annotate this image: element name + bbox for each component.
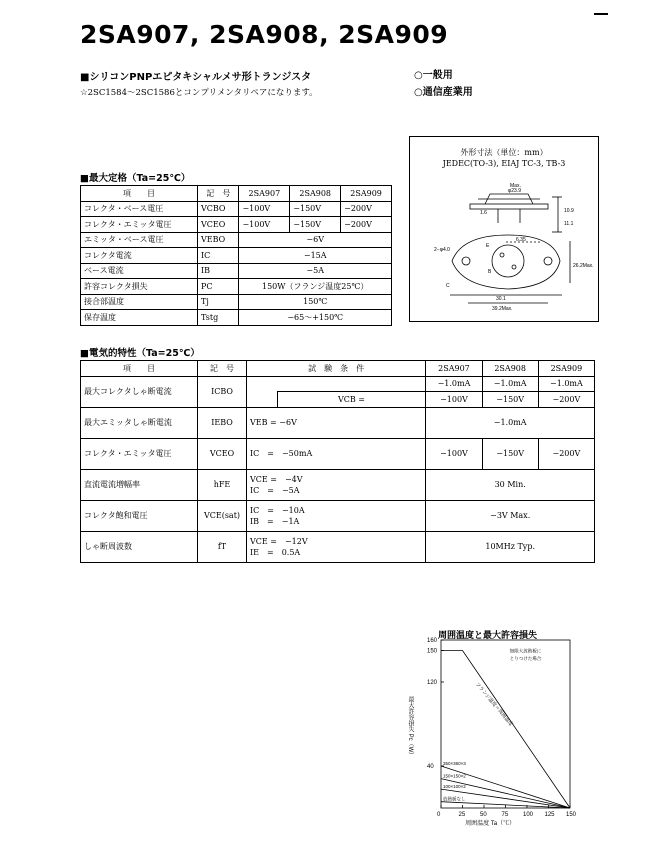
x-tick-label: 50 [480, 812, 487, 818]
symbol: Tstg [198, 310, 239, 326]
use-industrial: ○通信産業用 [414, 87, 473, 98]
pin-e-label: E [486, 243, 490, 249]
outline-package: JEDEC(TO-3), EIAJ TC-3, TB-3 [442, 159, 566, 168]
x-tick-label: 150 [566, 812, 577, 818]
dim-height2: 11.1 [564, 221, 574, 227]
outline-drawing-box [409, 136, 599, 322]
table-row [81, 201, 392, 217]
condition [247, 469, 426, 500]
dim-diameter: φ23.9 [508, 188, 521, 194]
series-label: 放熱板なし [443, 796, 466, 802]
table-row [81, 232, 392, 248]
value-908: −1.0mA [482, 376, 538, 392]
derating-chart [400, 636, 590, 836]
corner-dash [594, 13, 608, 15]
col-2sa907: 2SA907 [239, 186, 290, 202]
symbol: hFE [198, 469, 247, 500]
value-908: −150V [290, 217, 341, 233]
symbol: VCEO [198, 438, 247, 469]
symbol: IC [198, 248, 239, 264]
table-row [81, 294, 392, 310]
value-common: 10MHz Typ. [426, 531, 595, 562]
symbol: PC [198, 279, 239, 295]
value-909: −200V [538, 392, 594, 408]
max-ratings-heading: ■最大定格（Ta=25℃） [80, 173, 191, 184]
table-header-row [81, 361, 595, 377]
value-909: −200V [341, 217, 392, 233]
item: 直流電流増幅率 [81, 469, 198, 500]
page-title: 2SA907, 2SA908, 2SA909 [80, 20, 449, 49]
condition: VCB = [277, 392, 426, 408]
value-common: 150W（フランジ温度25℃） [239, 279, 392, 295]
series-label: 100×100×2 [443, 784, 466, 790]
item: コレクタ電流 [81, 248, 198, 264]
col-2sa909: 2SA909 [341, 186, 392, 202]
value-common: 30 Min. [426, 469, 595, 500]
condition-line: IB = −1A [250, 516, 300, 526]
condition: IC = −50mA [247, 438, 426, 469]
series-annotation: フランジ温度＝周囲温度 [473, 681, 514, 728]
value-common: −65～+150℃ [239, 310, 392, 326]
table-row [81, 531, 595, 562]
col-2sa908: 2SA908 [290, 186, 341, 202]
dim-flange: 1.6 [480, 210, 487, 216]
col-symbol: 記 号 [198, 186, 239, 202]
y-axis-label: 最大許容損失 Pc（W） [407, 696, 413, 759]
dim-holes: 2−φ4.0 [434, 247, 450, 253]
dim-length: 39.2Max. [492, 306, 513, 312]
col-item: 項 目 [81, 186, 198, 202]
condition: VEB = −6V [247, 407, 426, 438]
condition-line: VCE = −4V [250, 474, 303, 484]
table-row [81, 376, 595, 392]
value-common: −1.0mA [426, 407, 595, 438]
condition-line: VCE = −12V [250, 536, 308, 546]
dim-width: 26.2Max. [573, 263, 594, 269]
item: しゃ断周波数 [81, 531, 198, 562]
value-907: −100V [426, 438, 482, 469]
dim-height: 10.9 [564, 208, 574, 214]
condition-line: IC = −5A [250, 485, 300, 495]
symbol: IB [198, 263, 239, 279]
item: 最大コレクタしゃ断電流 [81, 376, 198, 407]
x-tick-label: 0 [437, 812, 441, 818]
item: コレクタ・エミッタ電圧 [81, 217, 198, 233]
value-908: −150V [290, 201, 341, 217]
symbol: ICBO [198, 376, 247, 407]
symbol: fT [198, 531, 247, 562]
x-tick-label: 25 [458, 812, 466, 818]
symbol: IEBO [198, 407, 247, 438]
use-general: ○一般用 [414, 70, 453, 81]
value-907: −100V [239, 201, 290, 217]
col-conditions: 試 験 条 件 [247, 361, 426, 377]
value-common: −15A [239, 248, 392, 264]
col-symbol: 記 号 [198, 361, 247, 377]
table-row [81, 217, 392, 233]
value-907: −1.0mA [426, 376, 482, 392]
condition [247, 531, 426, 562]
value-908: −150V [482, 392, 538, 408]
item: 許容コレクタ損失 [81, 279, 198, 295]
y-tick-label: 150 [427, 648, 438, 655]
condition-line: IE = 0.5A [250, 547, 301, 557]
dim-pin-spacing: 6.35 [516, 237, 526, 243]
symbol: Tj [198, 294, 239, 310]
series-label: 150×150×2 [443, 773, 466, 779]
dim-hole-spacing: 30.1 [496, 296, 506, 302]
value-908: −150V [482, 438, 538, 469]
table-header-row [81, 186, 392, 202]
y-tick-label: 120 [427, 680, 438, 686]
table-row [81, 407, 595, 438]
y-tick-label: 40 [427, 764, 434, 770]
condition [247, 500, 426, 531]
symbol: VCEO [198, 217, 239, 233]
symbol: VCE(sat) [198, 500, 247, 531]
col-2sa908: 2SA908 [482, 361, 538, 377]
x-tick-label: 125 [544, 812, 555, 818]
condition-line: IC = −10A [250, 505, 305, 515]
table-row [81, 438, 595, 469]
table-row [81, 310, 392, 326]
item: 最大エミッタしゃ断電流 [81, 407, 198, 438]
dim-max: Max. [510, 183, 521, 189]
x-tick-label: 100 [523, 812, 534, 818]
max-ratings-table [80, 185, 392, 326]
value-common: −5A [239, 263, 392, 279]
chart-annotation-top: 無限大放熱板に [509, 648, 542, 654]
value-common: 150℃ [239, 294, 392, 310]
table-row [81, 263, 392, 279]
y-tick-label: 160 [427, 638, 438, 644]
pin-c-label: C [446, 283, 450, 289]
symbol: VEBO [198, 232, 239, 248]
item: コレクタ・ベース電圧 [81, 201, 198, 217]
value-907: −100V [426, 392, 482, 408]
col-2sa909: 2SA909 [538, 361, 594, 377]
value-909: −200V [341, 201, 392, 217]
chart-title: 周囲温度と最大許容損失 [438, 631, 538, 641]
item: コレクタ・エミッタ電圧 [81, 438, 198, 469]
symbol: VCBO [198, 201, 239, 217]
pin-b-label: B [488, 269, 492, 275]
series-line-2 [441, 779, 570, 808]
value-common: −6V [239, 232, 392, 248]
electrical-heading: ■電気的特性（Ta=25℃） [80, 348, 200, 359]
item: エミッタ・ベース電圧 [81, 232, 198, 248]
table-row [81, 469, 595, 500]
to3-package-drawing [410, 137, 598, 321]
value-909: −1.0mA [538, 376, 594, 392]
table-row [81, 248, 392, 264]
item: 接合部温度 [81, 294, 198, 310]
item: 保存温度 [81, 310, 198, 326]
col-2sa907: 2SA907 [426, 361, 482, 377]
table-row [81, 500, 595, 531]
outline-title: 外形寸法（単位：mm） [460, 148, 548, 157]
electrical-table [80, 360, 595, 563]
chart-annotation-top2: とりつけた場合 [509, 655, 542, 661]
x-axis-label: 周囲温度 Ta（℃） [465, 821, 516, 827]
item: ベース電流 [81, 263, 198, 279]
device-subtitle: ■シリコンPNPエピタキシャルメサ形トランジスタ [80, 72, 312, 83]
table-row [81, 279, 392, 295]
series-label: 350×360×3 [443, 761, 466, 766]
value-907: −100V [239, 217, 290, 233]
col-item: 項 目 [81, 361, 198, 377]
complementary-note: ☆2SC1584～2SC1586とコンプリメンタリペアになります。 [80, 88, 318, 98]
x-tick-label: 75 [501, 812, 509, 818]
item: コレクタ飽和電圧 [81, 500, 198, 531]
value-common: −3V Max. [426, 500, 595, 531]
value-909: −200V [538, 438, 594, 469]
